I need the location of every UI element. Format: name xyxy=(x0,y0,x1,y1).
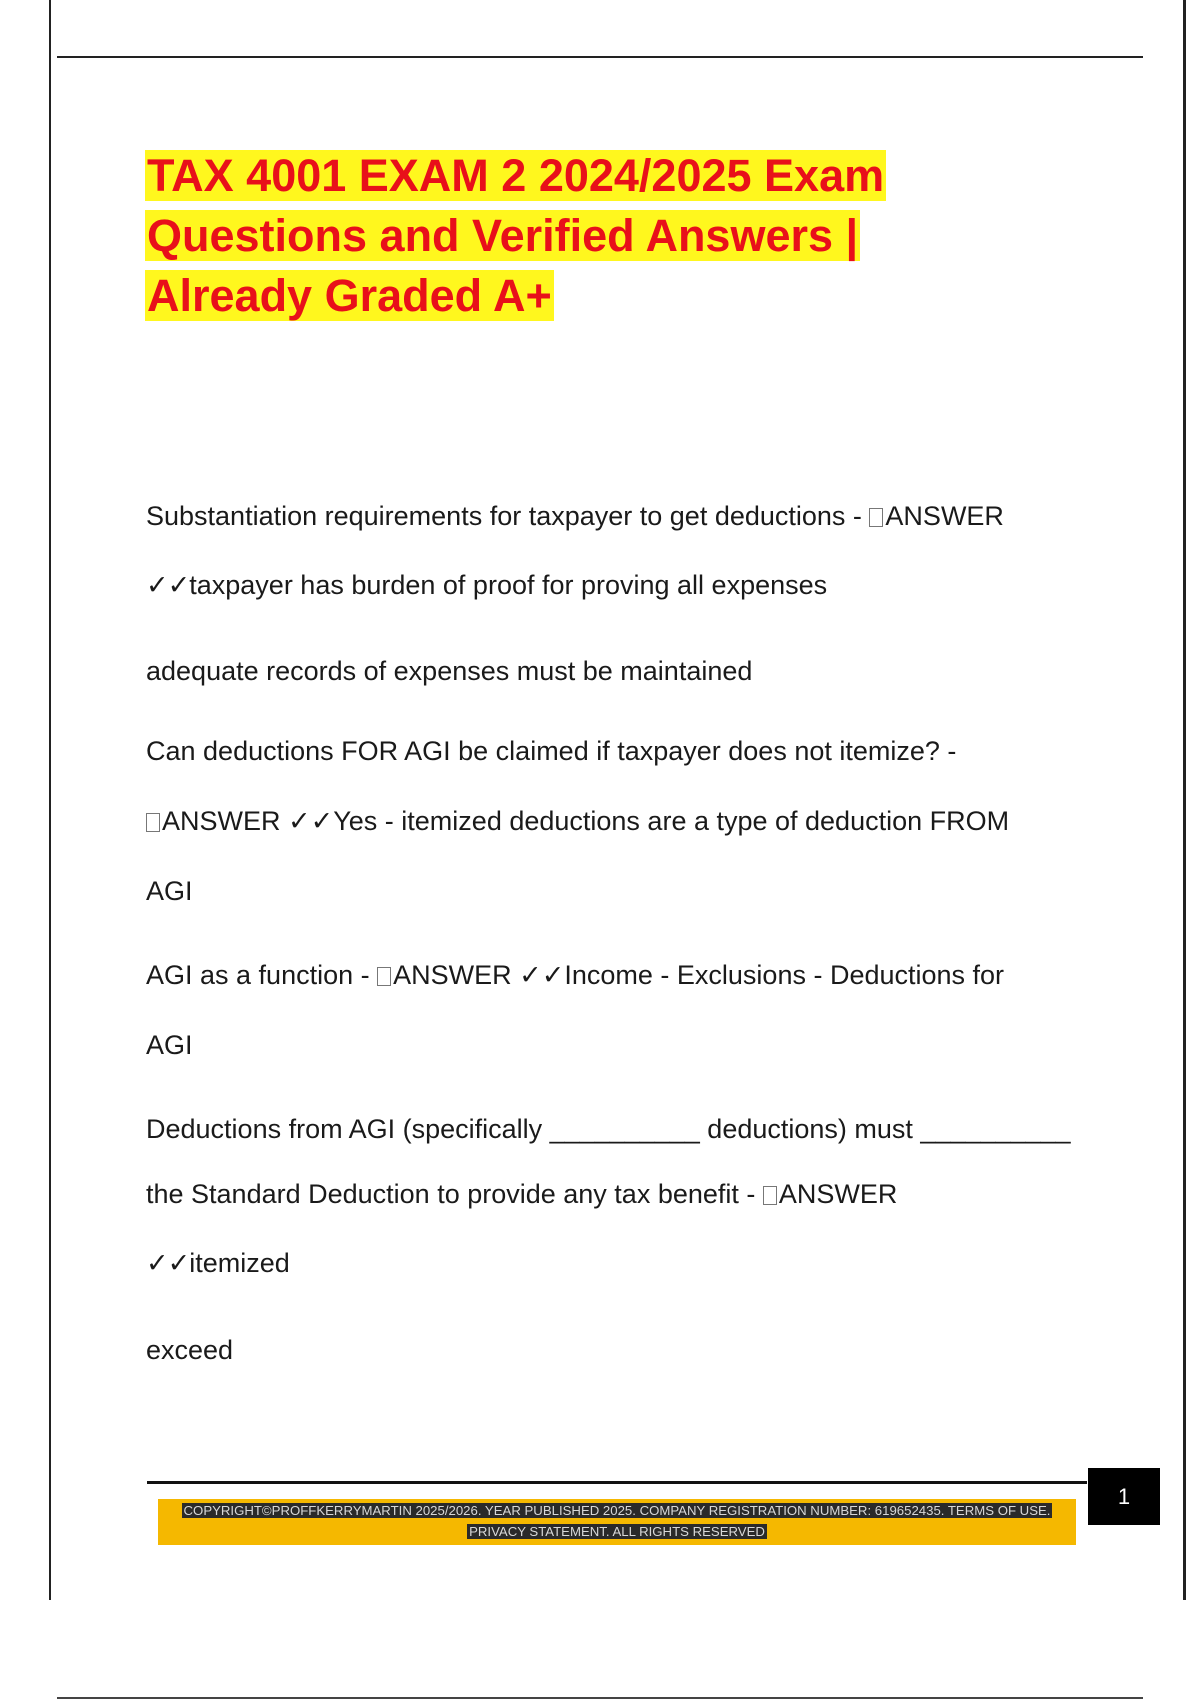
text-segment: itemized xyxy=(189,1248,290,1278)
text-line xyxy=(146,873,193,909)
text-segment: ANSWER ✓✓Income - Exclusions - Deductions for xyxy=(393,960,1005,990)
missing-glyph-box-icon xyxy=(869,508,883,527)
text-line xyxy=(146,803,1009,839)
text-segment: Can deductions FOR AGI be claimed if taxpayer does not itemize? - xyxy=(146,736,957,766)
next-page-top-rule xyxy=(57,1697,1143,1699)
text-line xyxy=(146,1027,193,1063)
header-rule xyxy=(57,56,1143,58)
text-line xyxy=(146,1245,290,1281)
text-segment: AGI xyxy=(146,1030,193,1060)
document-title xyxy=(145,146,995,326)
text-segment: ANSWER ✓✓Yes - itemized deductions are a type of deduction FROM xyxy=(162,806,1010,836)
text-segment: adequate records of expenses must be maintained xyxy=(146,656,753,686)
text-line xyxy=(146,653,752,689)
copyright-line-2: PRIVACY STATEMENT. ALL RIGHTS RESERVED xyxy=(469,1524,765,1539)
text-segment: exceed xyxy=(146,1335,234,1365)
footer-rule xyxy=(147,1481,1087,1484)
text-segment: the Standard Deduction to provide any tax benefit - xyxy=(146,1179,763,1209)
text-segment: ANSWER xyxy=(778,1179,898,1209)
title-line-1: TAX 4001 EXAM 2 2024/2025 Exam xyxy=(147,150,885,201)
text-line xyxy=(146,498,1004,534)
missing-glyph-box-icon xyxy=(146,813,160,832)
text-line xyxy=(146,957,1004,993)
copyright-notice xyxy=(158,1500,1076,1542)
text-segment: Deductions from AGI (specifically __________ deductions) must __________ xyxy=(146,1114,1071,1144)
text-segment: AGI as a function - xyxy=(146,960,378,990)
missing-glyph-box-icon xyxy=(763,1186,777,1205)
title-line-3: Already Graded A+ xyxy=(147,270,552,321)
text-segment: ANSWER xyxy=(885,501,1004,531)
text-line xyxy=(146,567,827,603)
double-check-mark-icon: ✓✓ xyxy=(146,1248,190,1278)
copyright-line-1: COPYRIGHT©PROFFKERRYMARTIN 2025/2026. YEAR PUBLISHED 2025. COMPANY REGISTRATION NUMBER: 619652435. TERMS OF USE. xyxy=(183,1503,1051,1518)
double-check-mark-icon: ✓✓ xyxy=(146,570,190,600)
text-segment: taxpayer has burden of proof for proving all expenses xyxy=(189,570,828,600)
text-segment: Substantiation requirements for taxpayer to get deductions - xyxy=(146,501,870,531)
page-number: 1 xyxy=(1088,1468,1160,1525)
text-line xyxy=(146,1111,1071,1147)
page-right-border xyxy=(1183,0,1186,1600)
text-line xyxy=(146,1176,897,1212)
missing-glyph-box-icon xyxy=(377,967,391,986)
text-line xyxy=(146,733,956,769)
text-line xyxy=(146,1332,233,1368)
page-left-border xyxy=(49,0,51,1600)
text-segment: AGI xyxy=(146,876,193,906)
title-line-2: Questions and Verified Answers | xyxy=(147,210,859,261)
